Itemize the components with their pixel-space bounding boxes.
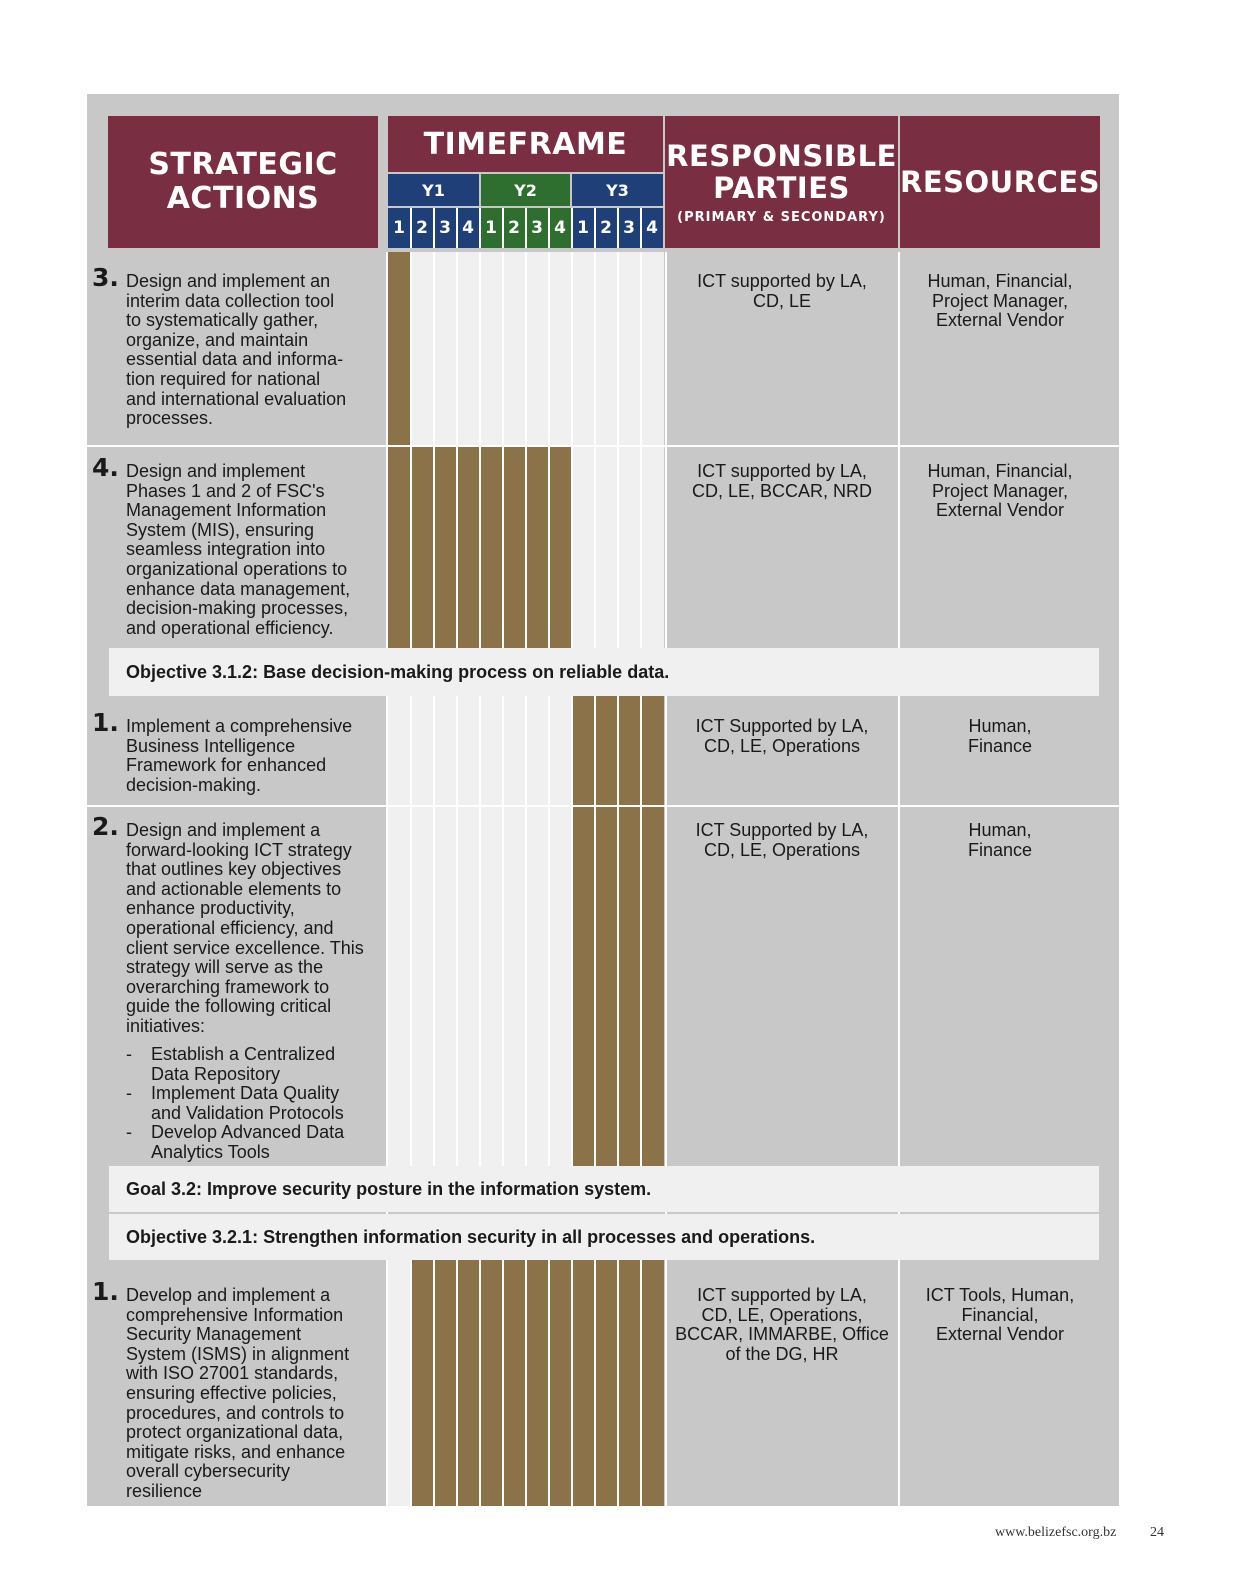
quarter-header-10: 2: [595, 208, 617, 248]
timeline-fill-q1: [388, 252, 411, 446]
quarter-divider: [456, 1260, 458, 1506]
resources-label: RESOURCES: [899, 165, 1101, 199]
timeline-fill-q4: [457, 1260, 480, 1506]
header-strategic-actions: [108, 116, 378, 248]
timeline-fill-q5: [480, 446, 503, 648]
quarter-divider: [479, 446, 481, 648]
timeline-fill-q11: [618, 1260, 641, 1506]
quarter-divider: [594, 1260, 596, 1506]
objective-3-1-2-band: Objective 3.1.2: Base decision-making process on reliable data.: [109, 648, 1099, 696]
quarter-header-divider: [548, 208, 550, 248]
quarter-divider: [571, 1260, 573, 1506]
action-line: comprehensive Information: [126, 1304, 344, 1325]
quarter-divider: [456, 252, 458, 446]
action-line: Design and implement: [126, 461, 306, 481]
quarter-divider: [525, 252, 527, 446]
party-line: ICT supported by LA,: [697, 271, 867, 291]
timeline-fill-q3: [434, 446, 457, 648]
party-line: CD, LE, Operations: [703, 839, 861, 860]
resource-line: Human, Financial,: [927, 461, 1073, 481]
quarter-header-divider: [433, 208, 435, 248]
party-line: ICT Supported by LA,: [695, 716, 869, 736]
action-line: seamless integration into: [126, 539, 326, 560]
action-line: procedures, and controls to: [126, 1402, 345, 1423]
quarter-divider: [410, 252, 412, 446]
action-line: Management Information: [126, 500, 327, 521]
row-divider: [87, 805, 1119, 807]
timeline-fill-q6: [503, 446, 526, 648]
action-line: guide the following critical: [126, 996, 332, 1017]
timeline-fill-q11: [618, 696, 641, 806]
row-resources: [902, 717, 1098, 756]
quarter-divider: [502, 252, 504, 446]
quarter-divider: [594, 252, 596, 446]
resource-line: Finance: [967, 839, 1033, 860]
quarter-divider: [548, 696, 550, 806]
timeline-fill-q7: [526, 1260, 549, 1506]
action-line: Develop and implement a: [126, 1285, 331, 1305]
resource-line: Finance: [967, 735, 1033, 756]
action-line: Phases 1 and 2 of FSC's: [126, 480, 325, 501]
row-resources: [902, 1286, 1098, 1345]
quarter-header-1: 1: [388, 208, 410, 248]
quarter-header-divider: [410, 208, 412, 248]
quarter-divider: [617, 806, 619, 1166]
quarter-header-divider: [640, 208, 642, 248]
quarter-divider: [617, 446, 619, 648]
quarter-header-2: 2: [411, 208, 433, 248]
quarter-divider: [594, 446, 596, 648]
action-line: Implement a comprehensive: [126, 716, 353, 736]
quarter-header-divider: [571, 208, 573, 248]
timeline-fill-q12: [641, 806, 664, 1166]
resource-line: Project Manager,: [931, 290, 1069, 311]
timeline-fill-q6: [503, 1260, 526, 1506]
row-resources: [902, 272, 1098, 331]
bullet-item: - Develop Advanced Data Analytics Tools: [126, 1122, 345, 1162]
action-line: organizational operations to: [126, 558, 348, 579]
row-bullets: [126, 1045, 371, 1163]
column-divider: [665, 252, 667, 1506]
quarter-divider: [548, 446, 550, 648]
party-line: CD, LE, Operations: [703, 735, 861, 756]
action-line: resilience: [126, 1480, 203, 1501]
bullet-item: - Implement Data Quality and Validation Protocols: [126, 1083, 344, 1123]
quarter-header-7: 3: [526, 208, 548, 248]
quarter-divider: [410, 1260, 412, 1506]
quarter-header-divider: [479, 208, 481, 248]
action-line: System (MIS), ensuring: [126, 519, 315, 540]
quarter-divider: [640, 1260, 642, 1506]
row-divider: [87, 445, 1119, 447]
action-line: forward-looking ICT strategy: [126, 839, 352, 860]
quarter-divider: [433, 1260, 435, 1506]
action-line: Security Management: [126, 1324, 302, 1345]
party-line: ICT Supported by LA,: [695, 820, 869, 840]
party-line: BCCAR, IMMARBE, Office: [675, 1324, 889, 1345]
row-responsible-parties: [668, 821, 896, 860]
row-responsible-parties: [668, 462, 896, 501]
quarter-header-divider: [594, 208, 596, 248]
action-line: Business Intelligence: [126, 735, 296, 756]
row-responsible-parties: [668, 272, 896, 311]
action-line: tion required for national: [126, 368, 321, 389]
action-line: operational efficiency, and: [126, 917, 334, 938]
year-y3: Y3: [572, 174, 663, 206]
action-line: to systematically gather,: [126, 310, 319, 331]
action-line: processes.: [126, 408, 214, 429]
action-line: and operational efficiency.: [126, 617, 334, 638]
quarter-divider: [640, 252, 642, 446]
action-line: client service excellence. This: [126, 937, 364, 958]
timeline-fill-q10: [595, 806, 618, 1166]
quarter-header-3: 3: [434, 208, 456, 248]
quarter-divider: [479, 696, 481, 806]
timeline-fill-q12: [641, 696, 664, 806]
quarter-divider: [410, 806, 412, 1166]
header-resources: [900, 116, 1100, 248]
responsible-sub: (PRIMARY & SECONDARY): [677, 209, 886, 225]
row-number: 2.: [92, 812, 119, 841]
timeline-fill-q1: [388, 446, 411, 648]
column-divider: [386, 252, 388, 1506]
quarter-divider: [617, 696, 619, 806]
timeline-fill-q3: [434, 1260, 457, 1506]
action-line: and actionable elements to: [126, 878, 342, 899]
timeline-fill-q9: [572, 806, 595, 1166]
quarter-header-divider: [456, 208, 458, 248]
action-line: with ISO 27001 standards,: [126, 1363, 339, 1384]
timeline-fill-q4: [457, 446, 480, 648]
quarter-header-6: 2: [503, 208, 525, 248]
resource-line: Human,: [968, 716, 1032, 736]
party-line: ICT supported by LA,: [697, 1285, 867, 1305]
footer-url[interactable]: www.belizefsc.org.bz: [995, 1525, 1117, 1540]
timeline-fill-q2: [411, 446, 434, 648]
quarter-divider: [479, 806, 481, 1166]
quarter-divider: [640, 806, 642, 1166]
quarter-divider: [594, 806, 596, 1166]
action-line: essential data and informa-: [126, 349, 344, 370]
party-line: CD, LE, BCCAR, NRD: [691, 480, 873, 501]
quarter-divider: [502, 446, 504, 648]
quarter-divider: [594, 696, 596, 806]
timeline-fill-q8: [549, 446, 572, 648]
resource-line: External Vendor: [935, 500, 1065, 521]
row-action-text: [126, 717, 371, 795]
quarter-divider: [433, 252, 435, 446]
action-line: ensuring effective policies,: [126, 1382, 337, 1403]
row-action-text: [126, 821, 371, 1037]
row-action-text: [126, 272, 371, 429]
row-responsible-parties: [668, 1286, 896, 1364]
quarter-divider: [640, 696, 642, 806]
quarter-header-divider: [617, 208, 619, 248]
quarter-divider: [548, 806, 550, 1166]
bullet-item: - Establish a Centralized Data Repository: [126, 1044, 336, 1084]
header-timeframe: [388, 116, 663, 172]
timeline-fill-q10: [595, 1260, 618, 1506]
row-responsible-parties: [668, 717, 896, 756]
quarter-divider: [479, 252, 481, 446]
column-divider: [898, 252, 900, 1506]
resource-line: Financial,: [961, 1304, 1039, 1325]
row-number: 4.: [92, 453, 119, 482]
year-y2: Y2: [481, 174, 570, 206]
header-strategic-line2: ACTIONS: [166, 181, 320, 216]
action-line: decision-making processes,: [126, 598, 349, 619]
quarter-header-8: 4: [549, 208, 571, 248]
quarter-divider: [525, 806, 527, 1166]
timeframe-label: TIMEFRAME: [423, 126, 628, 162]
quarter-header-12: 4: [641, 208, 663, 248]
quarter-divider: [571, 446, 573, 648]
quarter-divider: [617, 1260, 619, 1506]
timeline-fill-q10: [595, 696, 618, 806]
quarter-header-divider: [525, 208, 527, 248]
row-number: 1.: [92, 1277, 119, 1306]
quarter-divider: [456, 446, 458, 648]
timeline-fill-q5: [480, 1260, 503, 1506]
action-line: mitigate risks, and enhance: [126, 1441, 346, 1462]
quarter-divider: [479, 1260, 481, 1506]
row-number: 3.: [92, 263, 119, 292]
quarter-divider: [502, 806, 504, 1166]
quarter-divider: [525, 446, 527, 648]
action-line: initiatives:: [126, 1015, 206, 1036]
action-line: Design and implement a: [126, 820, 321, 840]
quarter-divider: [456, 696, 458, 806]
quarter-divider: [410, 696, 412, 806]
party-line: of the DG, HR: [725, 1343, 839, 1364]
party-line: CD, LE, Operations,: [701, 1304, 863, 1325]
row-resources: [902, 821, 1098, 860]
timeline-fill-q9: [572, 696, 595, 806]
quarter-header-4: 4: [457, 208, 479, 248]
timeline-fill-q2: [411, 1260, 434, 1506]
year-y1: Y1: [388, 174, 479, 206]
row-action-text: [126, 1286, 371, 1502]
resource-line: ICT Tools, Human,: [925, 1285, 1075, 1305]
action-line: overarching framework to: [126, 976, 330, 997]
quarter-divider: [548, 252, 550, 446]
quarter-header-5: 1: [480, 208, 502, 248]
quarter-divider: [502, 1260, 504, 1506]
action-line: enhance productivity,: [126, 898, 295, 919]
header-strategic-line1: STRATEGIC: [148, 147, 338, 182]
resource-line: Human, Financial,: [927, 271, 1073, 291]
quarter-divider: [502, 696, 504, 806]
header-responsible-parties: [665, 116, 898, 248]
action-line: overall cybersecurity: [126, 1461, 291, 1482]
action-line: interim data collection tool: [126, 290, 335, 311]
quarter-divider: [433, 696, 435, 806]
quarter-header-11: 3: [618, 208, 640, 248]
objective-3-2-1-band: Objective 3.2.1: Strengthen information security in all processes and operations.: [109, 1214, 1099, 1260]
quarter-divider: [433, 806, 435, 1166]
resource-line: External Vendor: [935, 1324, 1065, 1345]
action-line: decision-making.: [126, 774, 262, 795]
party-line: CD, LE: [752, 290, 812, 311]
action-line: System (ISMS) in alignment: [126, 1343, 350, 1364]
responsible-line1: RESPONSIBLE: [666, 138, 897, 173]
action-line: enhance data management,: [126, 578, 351, 599]
party-line: ICT supported by LA,: [697, 461, 867, 481]
quarter-divider: [617, 252, 619, 446]
action-line: Design and implement an: [126, 271, 331, 291]
timeline-fill-q9: [572, 1260, 595, 1506]
quarter-divider: [525, 696, 527, 806]
quarter-divider: [525, 1260, 527, 1506]
quarter-divider: [571, 806, 573, 1166]
action-line: protect organizational data,: [126, 1422, 344, 1443]
quarter-divider: [548, 1260, 550, 1506]
timeline-fill-q7: [526, 446, 549, 648]
quarter-divider: [571, 252, 573, 446]
quarter-divider: [640, 446, 642, 648]
action-line: strategy will serve as the: [126, 957, 324, 978]
quarter-header-9: 1: [572, 208, 594, 248]
quarter-divider: [571, 696, 573, 806]
responsible-line2: PARTIES: [713, 170, 850, 205]
timeline-fill-q12: [641, 1260, 664, 1506]
goal-3-2-band: Goal 3.2: Improve security posture in the information system.: [109, 1166, 1099, 1212]
timeline-fill-q11: [618, 806, 641, 1166]
action-line: Framework for enhanced: [126, 755, 327, 776]
resource-line: Human,: [968, 820, 1032, 840]
resource-line: External Vendor: [935, 310, 1065, 331]
action-line: organize, and maintain: [126, 329, 309, 350]
quarter-divider: [410, 446, 412, 648]
page-number: 24: [1150, 1525, 1164, 1540]
quarter-divider: [433, 446, 435, 648]
row-number: 1.: [92, 708, 119, 737]
action-line: and international evaluation: [126, 388, 347, 409]
timeline-fill-q8: [549, 1260, 572, 1506]
row-resources: [902, 462, 1098, 521]
row-action-text: [126, 462, 371, 638]
quarter-header-divider: [502, 208, 504, 248]
resource-line: Project Manager,: [931, 480, 1069, 501]
action-line: that outlines key objectives: [126, 859, 342, 880]
quarter-divider: [456, 806, 458, 1166]
